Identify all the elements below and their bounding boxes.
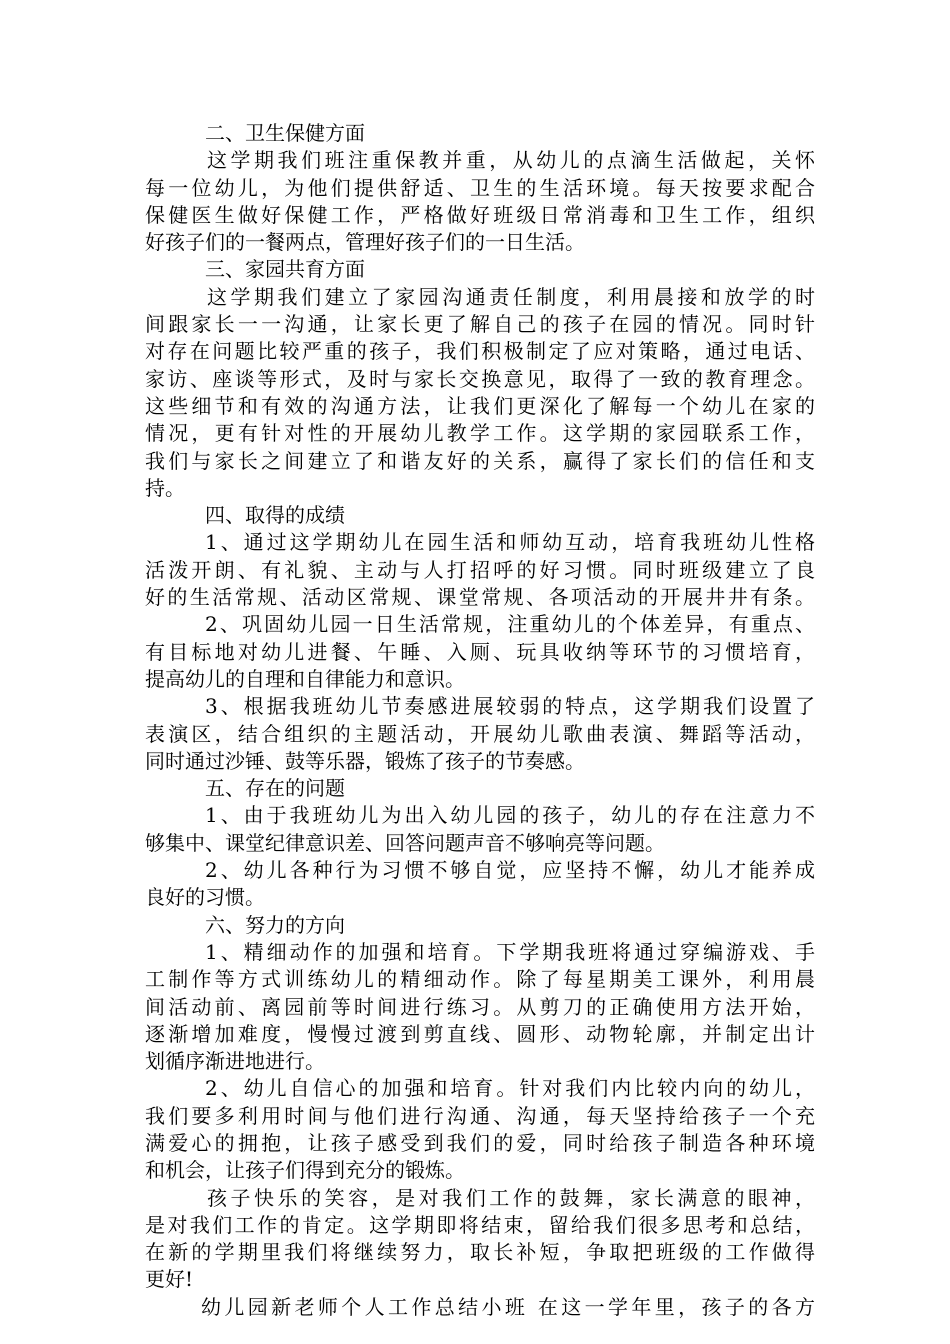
paragraph-line: 更好! (145, 1267, 194, 1292)
paragraph-line: 够集中、课堂纪律意识差、回答问题声音不够响亮等问题。 (145, 830, 665, 855)
paragraph-line: 满爱心的拥抱，让孩子感受到我们的爱，同时给孩子制造各种环境 (145, 1130, 815, 1155)
paragraph-line: 是对我们工作的肯定。这学期即将结束，留给我们很多思考和总结， (145, 1212, 815, 1237)
paragraph-line: 情况，更有针对性的开展幼儿教学工作。这学期的家园联系工作， (145, 421, 815, 446)
paragraph-line: 家访、座谈等形式，及时与家长交换意见，取得了一致的教育理念。 (145, 366, 815, 391)
paragraph-line: 好的生活常规、活动区常规、课堂常规、各项活动的开展井井有条。 (145, 585, 815, 610)
section-heading: 四、取得的成绩 (205, 503, 345, 528)
paragraph-line: 我们与家长之间建立了和谐友好的关系，赢得了家长们的信任和支 (145, 448, 815, 473)
paragraph-line: 这学期我们建立了家园沟通责任制度，利用晨接和放学的时 (207, 284, 815, 309)
paragraph-line: 划循序渐进地进行。 (145, 1049, 325, 1074)
paragraph-line: 幼儿园新老师个人工作总结小班 在这一学年里，孩子的各方 (201, 1294, 815, 1319)
paragraph-line: 在新的学期里我们将继续努力，取长补短，争取把班级的工作做得 (145, 1240, 815, 1265)
paragraph-line: 这学期我们班注重保教并重，从幼儿的点滴生活做起，关怀 (207, 148, 815, 173)
paragraph-line: 活泼开朗、有礼貌、主动与人打招呼的好习惯。同时班级建立了良 (145, 557, 815, 582)
paragraph-line: 保健医生做好保健工作，严格做好班级日常消毒和卫生工作，组织 (145, 202, 815, 227)
paragraph-line: 同时通过沙锤、鼓等乐器，锻炼了孩子的节奏感。 (145, 748, 585, 773)
paragraph-line: 间活动前、离园前等时间进行练习。从剪刀的正确使用方法开始， (145, 994, 815, 1019)
paragraph-line: 2、幼儿自信心的加强和培育。针对我们内比较内向的幼儿， (205, 1076, 815, 1101)
section-heading: 六、努力的方向 (205, 912, 345, 937)
paragraph-line: 间跟家长一一沟通，让家长更了解自己的孩子在园的情况。同时针 (145, 312, 815, 337)
paragraph-line: 表演区，结合组织的主题活动，开展幼儿歌曲表演、舞蹈等活动， (145, 721, 815, 746)
paragraph-line: 2、幼儿各种行为习惯不够自觉，应坚持不懈，幼儿才能养成 (205, 858, 815, 883)
paragraph-line: 每一位幼儿，为他们提供舒适、卫生的生活环境。每天按要求配合 (145, 175, 815, 200)
paragraph-line: 和机会，让孩子们得到充分的锻炼。 (145, 1158, 465, 1183)
paragraph-line: 对存在问题比较严重的孩子，我们积极制定了应对策略，通过电话、 (145, 339, 815, 364)
paragraph-line: 我们要多利用时间与他们进行沟通、沟通，每天坚持给孩子一个充 (145, 1103, 815, 1128)
paragraph-line: 良好的习惯。 (145, 885, 265, 910)
paragraph-line: 好孩子们的一餐两点，管理好孩子们的一日生活。 (145, 230, 585, 255)
paragraph-line: 2、巩固幼儿园一日生活常规，注重幼儿的个体差异，有重点、 (205, 612, 815, 637)
paragraph-line: 这些细节和有效的沟通方法，让我们更深化了解每一个幼儿在家的 (145, 393, 815, 418)
paragraph-line: 1、通过这学期幼儿在园生活和师幼互动，培育我班幼儿性格 (205, 530, 815, 555)
document-page (145, 120, 815, 1321)
paragraph-line: 有目标地对幼儿进餐、午睡、入厕、玩具收纳等环节的习惯培育， (145, 639, 815, 664)
paragraph-line: 1、由于我班幼儿为出入幼儿园的孩子，幼儿的存在注意力不 (205, 803, 815, 828)
section-heading: 二、卫生保健方面 (205, 121, 365, 145)
section-heading: 五、存在的问题 (205, 776, 345, 801)
paragraph-line: 逐渐增加难度，慢慢过渡到剪直线、圆形、动物轮廓，并制定出计 (145, 1021, 815, 1046)
paragraph-line: 持。 (145, 475, 185, 500)
paragraph-line: 3、根据我班幼儿节奏感进展较弱的特点，这学期我们设置了 (205, 694, 815, 719)
paragraph-line: 工制作等方式训练幼儿的精细动作。除了每星期美工课外，利用晨 (145, 967, 815, 992)
paragraph-line: 孩子快乐的笑容，是对我们工作的鼓舞，家长满意的眼神， (207, 1185, 815, 1210)
paragraph-line: 提高幼儿的自理和自律能力和意识。 (145, 666, 465, 691)
paragraph-line: 1、精细动作的加强和培育。下学期我班将通过穿编游戏、手 (205, 939, 815, 964)
section-heading: 三、家园共育方面 (205, 257, 365, 282)
